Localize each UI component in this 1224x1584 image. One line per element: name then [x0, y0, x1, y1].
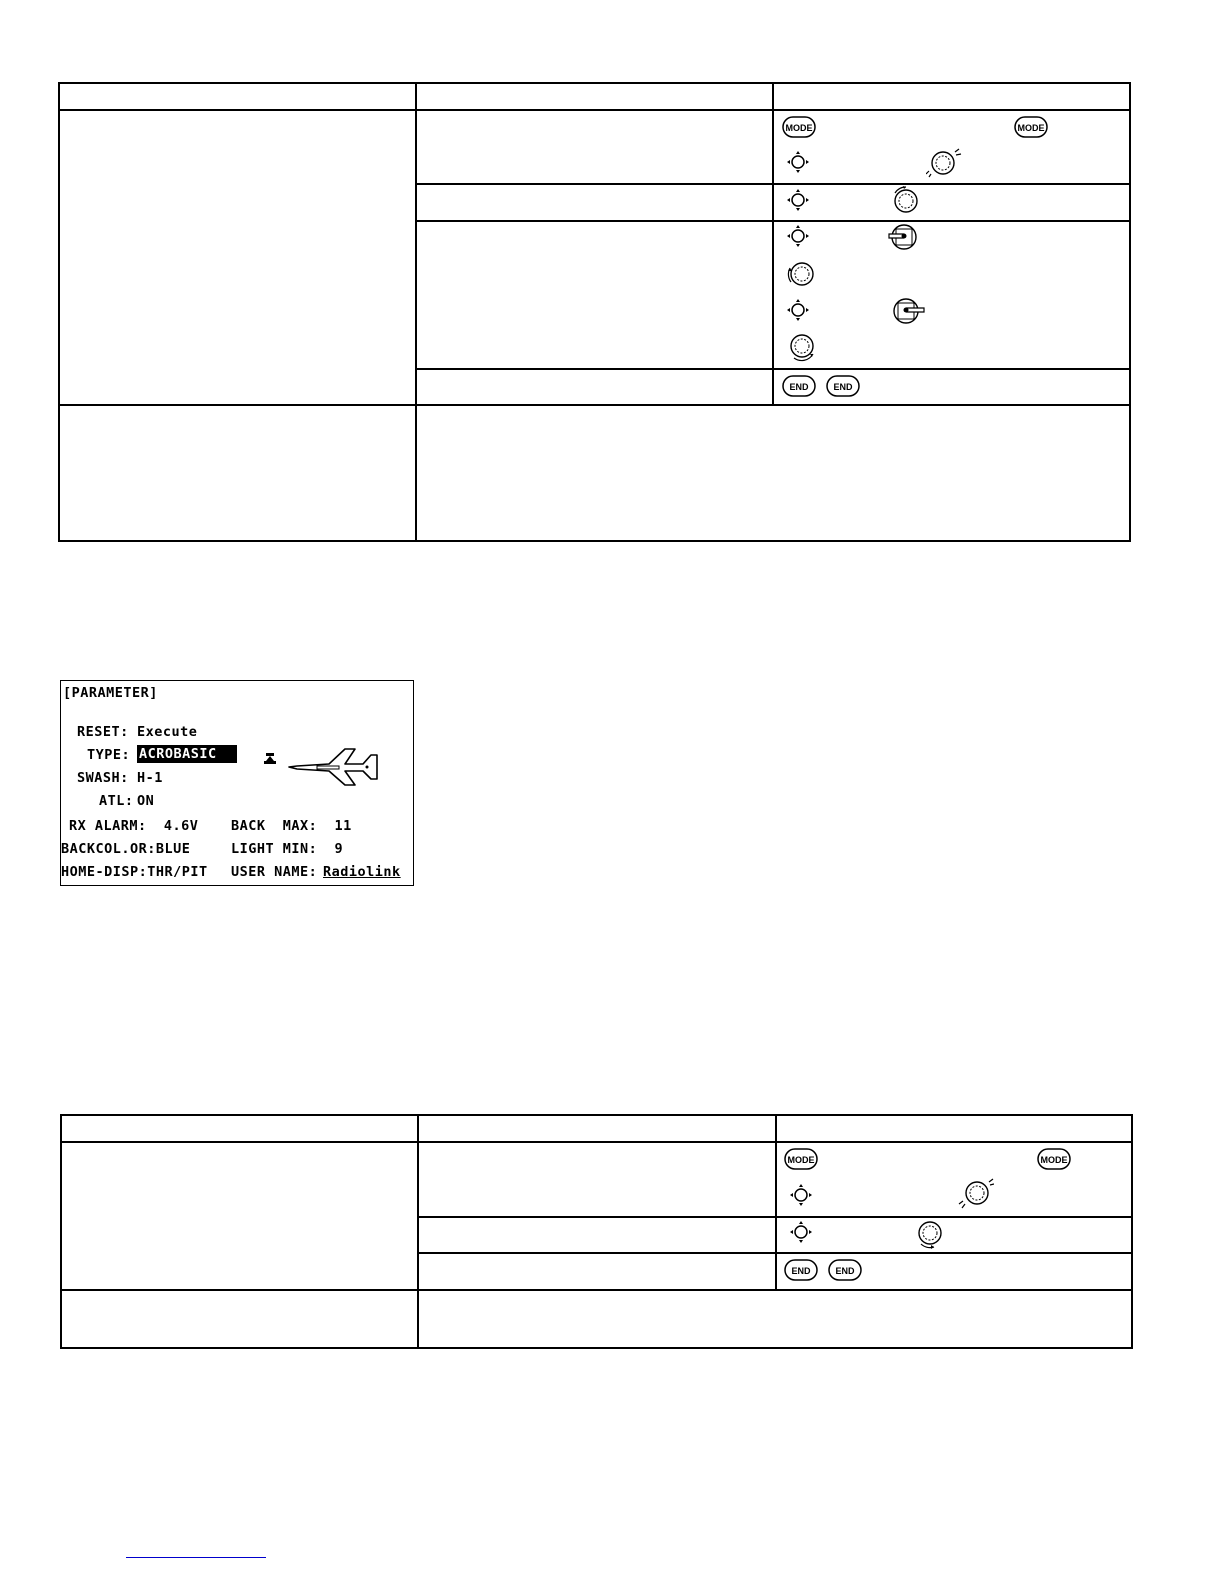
- table2-header-rule: [60, 1141, 1133, 1143]
- back-max: BACK MAX: 11: [231, 818, 352, 834]
- end-key-label: END: [833, 382, 853, 392]
- atl-value: ON: [137, 793, 155, 809]
- type-value: ACROBASIC: [137, 745, 237, 763]
- type-label: TYPE:: [87, 747, 131, 763]
- backcolor: BACKCOL.OR:BLUE: [61, 841, 191, 857]
- light-min: LIGHT MIN: 9: [231, 841, 344, 857]
- mode-key-label: MODE: [1040, 1155, 1068, 1165]
- table2-col-divider-1: [417, 1114, 419, 1349]
- swash-label: SWASH:: [77, 770, 129, 786]
- mode-key-icon: [782, 116, 816, 138]
- mode-key-icon: [1014, 116, 1048, 138]
- parameter-screen: [60, 680, 414, 886]
- table1-row-rule: [415, 183, 1131, 185]
- user-name-value: Radiolink: [323, 864, 401, 880]
- dial-rotate-icon: [786, 258, 818, 288]
- end-key-icon: [826, 375, 860, 397]
- rx-alarm: RX ALARM: 4.6V: [69, 818, 199, 834]
- swash-value: H-1: [137, 770, 163, 786]
- mode-key-label: MODE: [785, 123, 813, 133]
- dial-rotate-icon: [914, 1219, 946, 1249]
- dial-push-icon: [958, 1178, 994, 1210]
- stick-right-icon: [890, 296, 928, 326]
- cursor-pad-icon: [786, 298, 810, 322]
- end-key-icon: [782, 375, 816, 397]
- dial-push-icon: [926, 146, 962, 178]
- table2-row-rule: [417, 1252, 1133, 1254]
- table1-row-rule: [415, 220, 1131, 222]
- dial-rotate-icon: [890, 186, 922, 216]
- procedure-table-2: [60, 1114, 1133, 1349]
- mode-key-label: MODE: [1017, 123, 1045, 133]
- procedure-table-1: [58, 82, 1131, 542]
- cursor-pad-icon: [786, 188, 810, 212]
- dial-rotate-icon: [786, 332, 818, 362]
- table1-header-rule: [58, 109, 1131, 111]
- cursor-pad-icon: [789, 1183, 813, 1207]
- footer-link[interactable]: [126, 1557, 266, 1558]
- mode-key-icon: [784, 1148, 818, 1170]
- atl-label: ATL:: [99, 793, 134, 809]
- table2-bottom-rule: [60, 1289, 1133, 1291]
- mode-key-icon: [1037, 1148, 1071, 1170]
- table2-col-divider-2: [775, 1114, 777, 1290]
- table1-row-rule: [415, 368, 1131, 370]
- end-key-label: END: [835, 1266, 855, 1276]
- table1-bottom-rule: [58, 404, 1131, 406]
- table1-col-divider-2: [772, 82, 774, 405]
- end-key-label: END: [789, 382, 809, 392]
- end-key-icon: [784, 1259, 818, 1281]
- cursor-pad-icon: [786, 224, 810, 248]
- stick-left-icon: [884, 222, 920, 252]
- cursor-pad-icon: [789, 1220, 813, 1244]
- table1-col-divider-1: [415, 82, 417, 542]
- user-name-label: USER NAME:: [231, 864, 318, 880]
- mode-key-label: MODE: [787, 1155, 815, 1165]
- screen-title: [PARAMETER]: [63, 685, 158, 701]
- end-key-label: END: [791, 1266, 811, 1276]
- reset-value: Execute: [137, 724, 198, 740]
- reset-label: RESET:: [77, 724, 129, 740]
- airplane-icon: [287, 747, 381, 789]
- model-type-icon: [263, 751, 277, 767]
- end-key-icon: [828, 1259, 862, 1281]
- cursor-pad-icon: [786, 150, 810, 174]
- home-disp: HOME-DISP:THR/PIT: [61, 864, 208, 880]
- table2-row-rule: [417, 1216, 1133, 1218]
